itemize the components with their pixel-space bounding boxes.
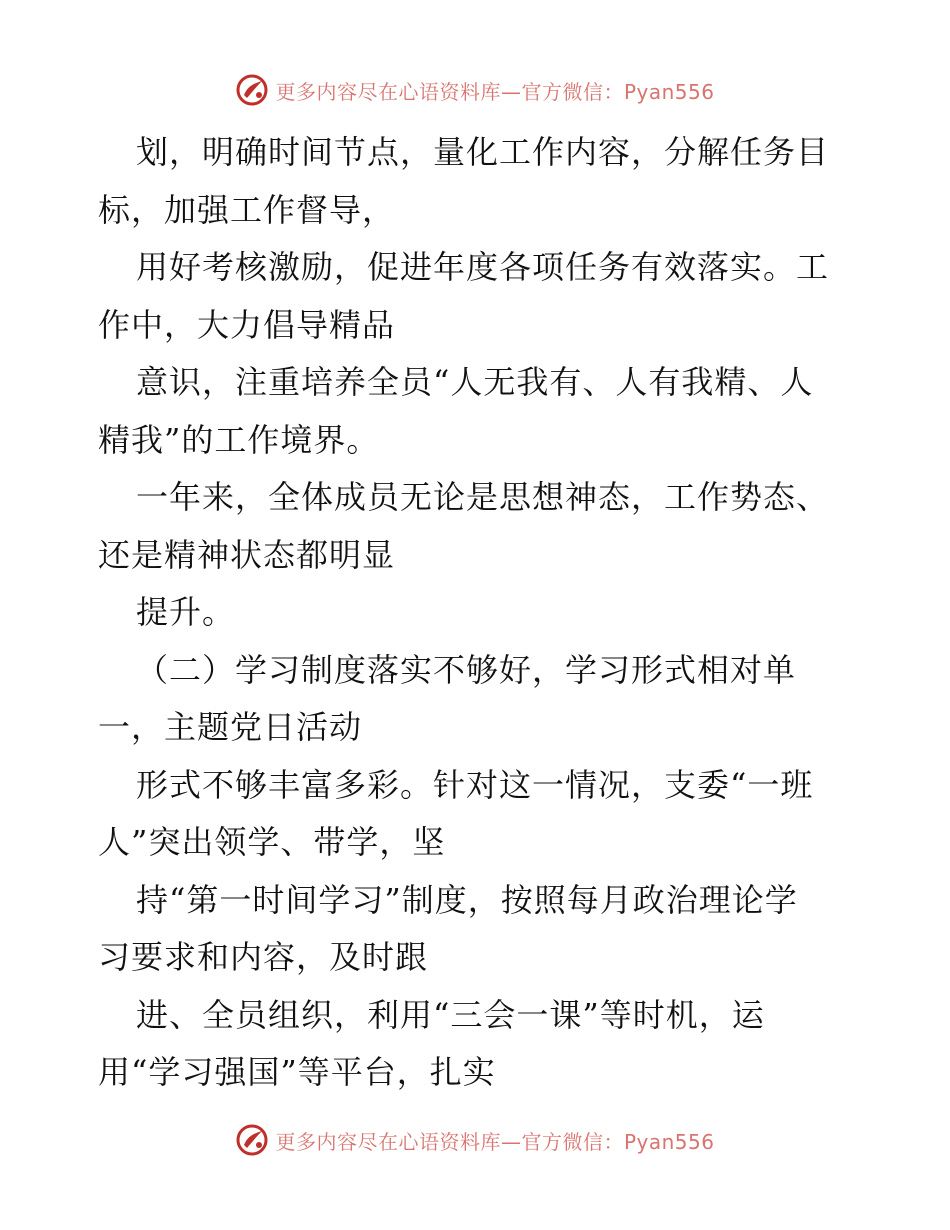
text-line: 用“学习强国”等平台，扎实: [98, 1053, 496, 1091]
text-line: （二）学习制度落实不够好，学习形式相对单: [136, 650, 797, 689]
text-line: 习要求和内容，及时跟: [98, 938, 429, 976]
text-line: 一，主题党日活动: [98, 708, 363, 746]
text-line: 一年来，全体成员无论是思想神态，工作势态、: [136, 478, 830, 516]
watermark-text: 更多内容尽在心语资料库—官方微信：Pyan556: [275, 79, 715, 104]
text-line: 标，加强工作督导，: [98, 190, 396, 229]
document-body: [98, 124, 858, 1102]
text-line: 提升。: [136, 593, 236, 631]
text-line: 划，明确时间节点，量化工作内容，分解任务目: [136, 133, 830, 171]
text-line: 精我”的工作境界。: [98, 420, 380, 459]
header-watermark: [0, 72, 950, 108]
text-line: 作中，大力倡导精品: [98, 305, 396, 344]
text-line: 意识，注重培养全员“人无我有、人有我精、人: [136, 363, 814, 401]
footer-watermark: [0, 1122, 950, 1158]
text-line: 进、全员组织，利用“三会一课”等时机，运: [136, 995, 765, 1034]
text-line: 持“第一时间学习”制度，按照每月政治理论学: [136, 880, 798, 919]
watermark-text: 更多内容尽在心语资料库—官方微信：Pyan556: [275, 1129, 715, 1154]
text-line: 用好考核激励，促进年度各项任务有效落实。工: [136, 248, 830, 286]
brand-logo-icon: [235, 1123, 269, 1157]
text-line: 人”突出领学、带学，坚: [98, 823, 446, 861]
text-line: 还是精神状态都明显: [98, 535, 396, 574]
brand-logo-icon: [235, 73, 269, 107]
text-line: 形式不够丰富多彩。针对这一情况，支委“一班: [136, 765, 814, 804]
